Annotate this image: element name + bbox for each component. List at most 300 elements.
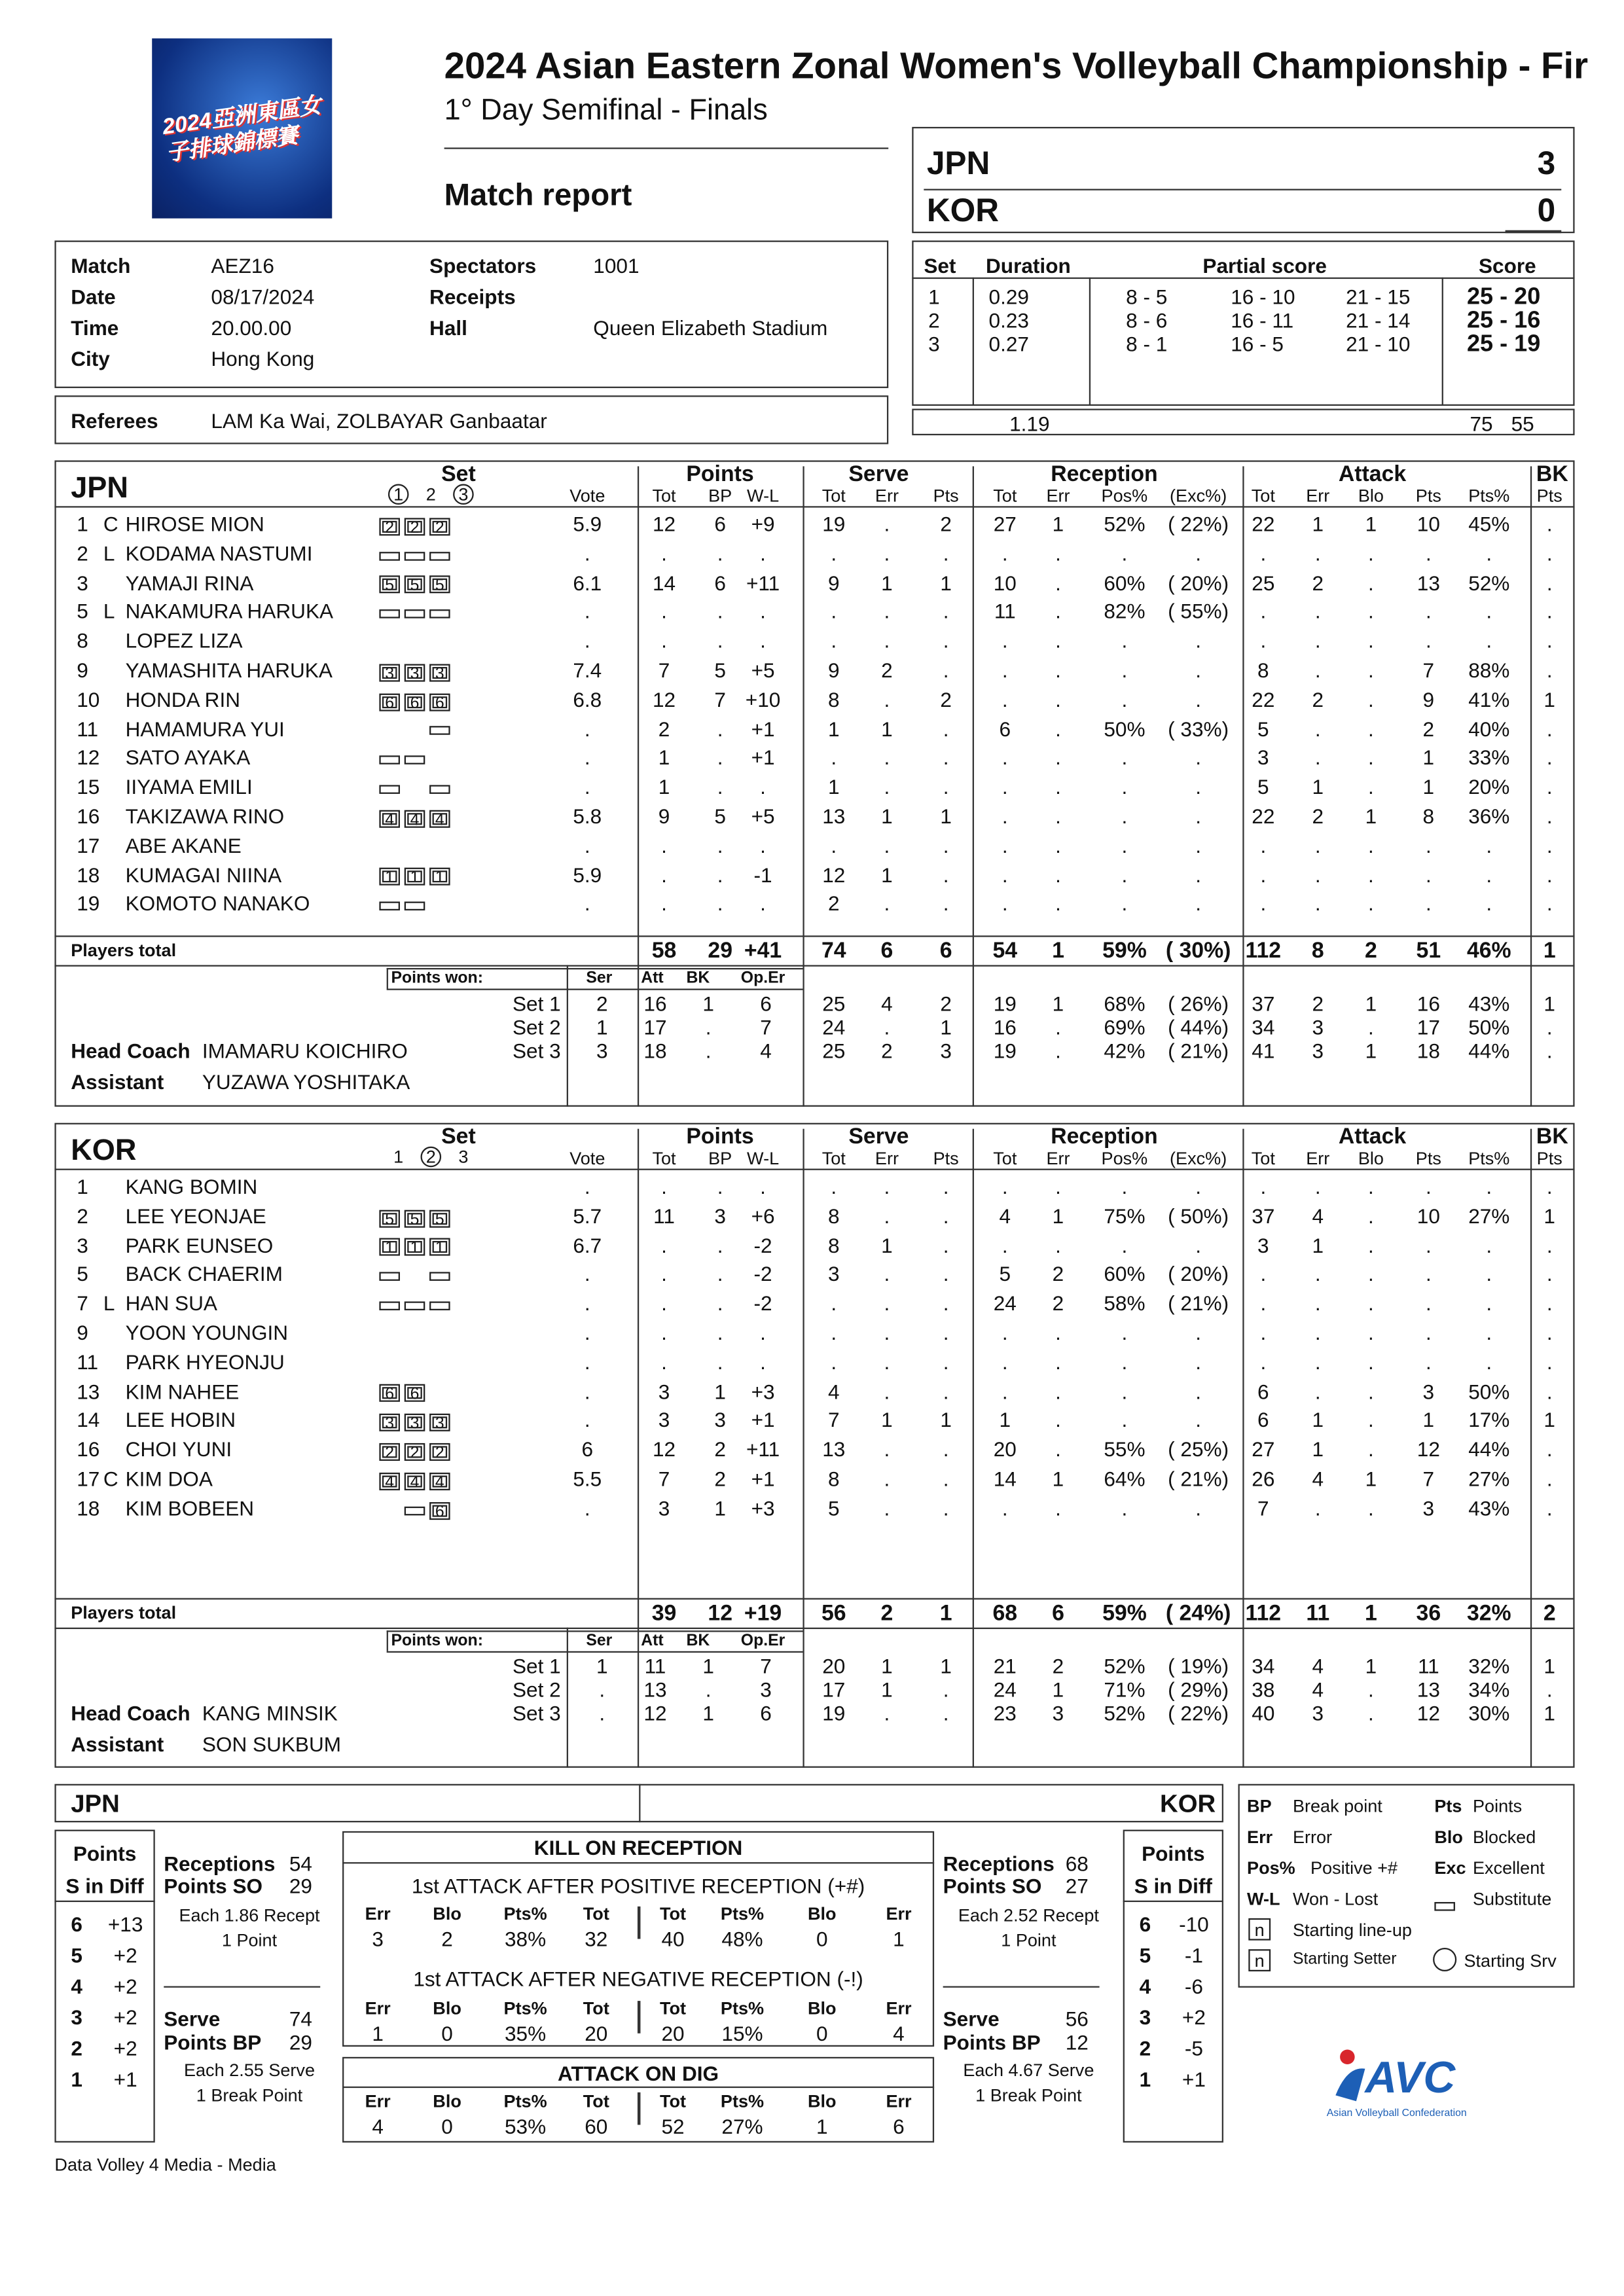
jpn-player-10-stat-13: 1 [1365, 804, 1377, 828]
legend-sub-desc: Substitute [1472, 1888, 1552, 1910]
substitute-icon [1434, 1893, 1459, 1920]
kor-player-8-stat-0: . [584, 1408, 590, 1432]
jpn-subhead-9: Pos% [1101, 485, 1148, 507]
kor-player-8-stat-13: . [1368, 1408, 1374, 1432]
kor-player-4-stat-11: . [1260, 1291, 1267, 1316]
substitute-icon [379, 756, 400, 765]
kor-total-5: 1 [939, 1601, 952, 1626]
kor-subhead-12: Err [1306, 1148, 1330, 1169]
kor-player-4-stat-13: . [1368, 1291, 1374, 1316]
kor-setrow-2-stat-6: ( 22%) [1168, 1701, 1229, 1725]
kill-dig_vals-2: 53% [505, 2114, 547, 2138]
kor-subhead-4: Tot [821, 1148, 846, 1169]
kill-pos_vals-1: 2 [441, 1927, 453, 1951]
jpn-player-4-no: 8 [77, 628, 88, 653]
kor-player-5-stat-2: . [717, 1320, 723, 1344]
starting-position: 3 [405, 1414, 425, 1431]
jpn-player-9-name: IIYAMA EMILI [125, 775, 253, 799]
jpn-subhead-3: W-L [747, 485, 780, 507]
jpn-player-13-stat-16: . [1546, 891, 1553, 916]
jpn-player-1-stat-14: . [1425, 541, 1432, 565]
jpn-player-3-stat-8: . [1055, 600, 1061, 624]
kor-header-rule [54, 1169, 1574, 1170]
jpn-player-7-stat-7: 6 [999, 716, 1011, 740]
jpn-player-9-stat-5: . [884, 775, 890, 799]
jpn-player-7-stat-8: . [1055, 716, 1061, 740]
jpn-player-11-stat-15: . [1486, 833, 1492, 857]
kor-points-bp-value: 12 [1065, 2030, 1089, 2054]
jpn-player-7-stat-10: ( 33%) [1168, 716, 1229, 740]
jpn-one-point: 1 Point [221, 1929, 278, 1951]
kor-player-7-stat-11: 6 [1257, 1379, 1269, 1403]
jpn-player-13-stat-5: . [884, 891, 890, 916]
kor-player-0-stat-6: . [943, 1174, 949, 1198]
jpn-player-5-stat-16: . [1546, 658, 1553, 682]
kor-player-8-stat-9: . [1121, 1408, 1128, 1432]
jpn-player-8-stat-6: . [943, 745, 949, 770]
jpn-player-10-stat-3: +5 [751, 804, 775, 828]
kor-player-8-stat-8: . [1055, 1408, 1061, 1432]
kor-player-5-stat-12: . [1314, 1320, 1321, 1344]
jpn-player-10-stat-11: 22 [1252, 804, 1275, 828]
jpn-each-serve: Each 2.55 Serve [183, 2060, 316, 2081]
jpn-player-7-stat-16: . [1546, 716, 1553, 740]
kor-player-7-stat-10: . [1195, 1379, 1202, 1403]
kor-subhead-11: Tot [1251, 1148, 1275, 1169]
kor-setrow-2-stat-8: 3 [1312, 1701, 1324, 1725]
kor-player-7-stat-1: 3 [658, 1379, 670, 1403]
kor-player-2-stat-7: . [1001, 1232, 1008, 1257]
jpn-player-1-name: KODAMA NASTUMI [125, 541, 313, 565]
kor-diff-set-5: 1 [1139, 2067, 1151, 2091]
kor-group-head-3: Reception [1051, 1124, 1158, 1150]
kor-pw-head-3: Op.Er [740, 1632, 785, 1650]
substitute-icon [405, 1506, 425, 1515]
sets-head-duration: Duration [986, 253, 1071, 278]
jpn-player-1-stat-12: . [1314, 541, 1321, 565]
kill-dig_vals-3: 60 [585, 2114, 608, 2138]
kor-player-6-stat-0: . [584, 1350, 590, 1374]
kill-pos_vals-4: 40 [661, 1927, 685, 1951]
kill-dig_vals-head-1: Blo [433, 2090, 461, 2112]
kor-setrow-0-pw-1: 11 [644, 1654, 666, 1678]
jpn-player-10-stat-9: . [1121, 804, 1128, 828]
kill-neg_vals-head-0: Err [365, 1998, 391, 2019]
kor-setrow-2-stat-10: 12 [1416, 1701, 1440, 1725]
jpn-points-bp-label: Points BP [164, 2030, 262, 2054]
kor-group-head-5: BK [1536, 1124, 1568, 1150]
match-code: AEZ16 [211, 253, 274, 278]
jpn-subhead-10: (Exc%) [1170, 485, 1227, 507]
jpn-player-3-stat-12: . [1314, 600, 1321, 624]
jpn-player-10-stat-4: 13 [822, 804, 846, 828]
kor-player-8-stat-15: 17% [1468, 1408, 1510, 1432]
jpn-pw-rule [387, 989, 803, 990]
kill-pos_vals-7: 1 [893, 1927, 905, 1951]
jpn-setrow-2-stat-6: ( 21%) [1168, 1039, 1229, 1063]
kor-diff-set-0: 6 [1139, 1912, 1151, 1936]
kor-player-8-stat-7: 1 [999, 1408, 1011, 1432]
starting-position: 1 [429, 868, 450, 886]
jpn-setrow-0-pw-3: 6 [760, 992, 772, 1016]
set1-col2: 8 - 5 [1126, 285, 1168, 309]
kor-player-10-stat-15: 27% [1468, 1466, 1510, 1491]
kor-player-1-stat-14: 10 [1416, 1204, 1440, 1228]
jpn-player-0-no: 1 [77, 512, 88, 536]
kor-pw-rule [387, 1651, 803, 1653]
jpn-player-3-stat-0: . [584, 600, 590, 624]
jpn-player-4-stat-7: . [1001, 628, 1008, 653]
jpn-player-7-stat-5: 1 [881, 716, 893, 740]
jpn-player-3-stat-10: ( 55%) [1168, 600, 1229, 624]
kill-neg_vals-7: 4 [893, 2021, 905, 2045]
jpn-player-8-no: 12 [77, 745, 100, 770]
starting-position: 6 [429, 693, 450, 711]
kor-player-8-stat-4: 7 [827, 1408, 840, 1432]
substitute-icon [429, 785, 450, 794]
jpn-diff-val-0: +13 [107, 1912, 143, 1936]
jpn-player-3-stat-15: . [1486, 600, 1492, 624]
kor-player-6-stat-13: . [1368, 1350, 1374, 1374]
team2-sets: 0 [1537, 192, 1556, 229]
substitute-icon [405, 609, 425, 619]
jpn-player-13-stat-8: . [1055, 891, 1061, 916]
starting-position: 1 [379, 1238, 400, 1256]
kill-pos_vals-2: 38% [505, 1927, 547, 1951]
set1-col1: 0.29 [988, 285, 1029, 309]
kor-player-11-stat-12: . [1314, 1496, 1321, 1520]
kor-player-1-stat-9: 75% [1104, 1204, 1146, 1228]
report-title: 2024 Asian Eastern Zonal Women's Volleyball Championship - Fir [444, 45, 1589, 88]
kor-player-7-stat-7: . [1001, 1379, 1008, 1403]
jpn-player-12-stat-7: . [1001, 862, 1008, 887]
jpn-player-5-stat-4: 9 [827, 658, 840, 682]
kor-player-5-stat-10: . [1195, 1320, 1202, 1344]
jpn-player-6-stat-14: 9 [1422, 687, 1435, 711]
kor-player-5-stat-4: . [831, 1320, 837, 1344]
jpn-player-9-stat-8: . [1055, 775, 1061, 799]
jpn-setrow-1-stat-10: 17 [1416, 1015, 1440, 1039]
set2-col2: 8 - 6 [1126, 308, 1168, 332]
jpn-player-5-stat-1: 7 [658, 658, 670, 682]
jpn-player-12-stat-0: 5.9 [573, 862, 602, 887]
kor-player-4-stat-0: . [584, 1291, 590, 1316]
jpn-player-5-stat-8: . [1055, 658, 1061, 682]
kor-group-head-1: Points [686, 1124, 754, 1150]
substitute-icon [405, 1301, 425, 1310]
jpn-player-9-stat-1: 1 [658, 775, 670, 799]
jpn-player-3-stat-11: . [1260, 600, 1267, 624]
kor-player-9-stat-0: 6 [581, 1437, 594, 1462]
jpn-setrow-0-stat-3: 19 [993, 992, 1017, 1016]
jpn-player-4-stat-3: . [760, 628, 766, 653]
kor-player-2-stat-12: 1 [1312, 1232, 1324, 1257]
kill-neg_vals-3: 20 [585, 2021, 608, 2045]
jpn-player-4-stat-12: . [1314, 628, 1321, 653]
jpn-player-6-no: 10 [77, 687, 100, 711]
jpn-diff-set-3: 3 [71, 2005, 83, 2029]
jpn-player-3-name: NAKAMURA HARUKA [125, 600, 334, 624]
jpn-player-13-stat-2: . [717, 891, 723, 916]
jpn-player-9-sets [379, 776, 454, 803]
kor-player-3-stat-3: -2 [753, 1262, 772, 1286]
kor-player-1-stat-10: ( 50%) [1168, 1204, 1229, 1228]
kor-player-11-stat-16: . [1546, 1496, 1553, 1520]
jpn-player-13-stat-6: . [943, 891, 949, 916]
jpn-pw-head-0: Ser [586, 969, 613, 988]
kor-player-9-stat-10: ( 25%) [1168, 1437, 1229, 1462]
kill-dig_vals-head-2: Pts% [503, 2090, 547, 2112]
kor-player-2-stat-8: . [1055, 1232, 1061, 1257]
jpn-points-so-label: Points SO [164, 1874, 263, 1898]
kor-player-9-stat-1: 12 [652, 1437, 676, 1462]
starting-position: 4 [405, 1472, 425, 1490]
jpn-player-12-stat-15: . [1486, 862, 1492, 887]
jpn-player-12-stat-14: . [1425, 862, 1432, 887]
jpn-diff-set-2: 4 [71, 1974, 83, 1998]
legend-exc: Exc [1434, 1857, 1466, 1878]
jpn-player-12-stat-5: 1 [881, 862, 893, 887]
starting-position: 5 [379, 576, 400, 594]
jpn-set-num-1: 1 [388, 484, 409, 505]
jpn-player-2-stat-8: . [1055, 570, 1061, 594]
jpn-player-8-stat-1: 1 [658, 745, 670, 770]
legend-bp: BP [1247, 1795, 1272, 1817]
kor-player-2-stat-0: 6.7 [573, 1232, 602, 1257]
jpn-player-0-sets [379, 514, 454, 541]
jpn-group-head-1: Points [686, 461, 754, 487]
kor-player-4-stat-14: . [1425, 1291, 1432, 1316]
kor-player-7-name: KIM NAHEE [125, 1379, 240, 1403]
kor-player-3-no: 5 [77, 1262, 88, 1286]
kill-pos_vals-3: 32 [585, 1927, 608, 1951]
kor-set-num-1: 1 [393, 1146, 404, 1168]
kill-neg_vals-head-1: Blo [433, 1998, 461, 2019]
jpn-player-2-stat-12: 2 [1312, 570, 1324, 594]
kor-player-1-stat-13: . [1368, 1204, 1374, 1228]
jpn-setrow-0-stat-11: 43% [1468, 992, 1510, 1016]
jpn-player-9-stat-11: 5 [1257, 775, 1269, 799]
kor-setrow-1-stat-6: ( 29%) [1168, 1677, 1229, 1702]
kor-player-2-stat-4: 8 [827, 1232, 840, 1257]
starting-position: 4 [429, 1472, 450, 1490]
kor-player-0-stat-0: . [584, 1174, 590, 1198]
jpn-setrow-0-stat-5: 68% [1104, 992, 1146, 1016]
jpn-setrow-2-label: Set 3 [512, 1039, 561, 1063]
kor-player-6-sets [379, 1352, 454, 1378]
jpn-subhead-16: Pts [1536, 485, 1562, 507]
jpn-player-2-stat-5: 1 [881, 570, 893, 594]
kor-player-5-stat-6: . [943, 1320, 949, 1344]
jpn-player-13-stat-10: . [1195, 891, 1202, 916]
kor-player-4-stat-6: . [943, 1291, 949, 1316]
kor-player-7-stat-12: . [1314, 1379, 1321, 1403]
jpn-subhead-15: Pts% [1468, 485, 1510, 507]
kill-neg_vals-head-3: Tot [583, 1998, 609, 2019]
jpn-player-0-stat-13: 1 [1365, 512, 1377, 536]
kor-setrow-2-stat-3: 23 [993, 1701, 1017, 1725]
kor-setrow-1-stat-4: 1 [1052, 1677, 1064, 1702]
kor-setrow-1-stat-11: 34% [1468, 1677, 1510, 1702]
jpn-player-5-stat-15: 88% [1468, 658, 1510, 682]
kor-player-11-stat-11: 7 [1257, 1496, 1269, 1520]
jpn-player-8-sets [379, 747, 454, 774]
kor-player-9-stat-15: 44% [1468, 1437, 1510, 1462]
jpn-player-1-stat-7: . [1001, 541, 1008, 565]
jpn-setrow-2-stat-4: . [1055, 1039, 1061, 1063]
kor-player-3-stat-15: . [1486, 1262, 1492, 1286]
kor-subhead-5: Err [875, 1148, 899, 1169]
kor-player-10-stat-16: . [1546, 1466, 1553, 1491]
jpn-player-4-stat-11: . [1260, 628, 1267, 653]
hall-value: Queen Elizabeth Stadium [593, 315, 828, 340]
kor-player-11-sets [379, 1498, 454, 1524]
kor-setrow-2-stat-12: 1 [1543, 1701, 1555, 1725]
kor-player-3-stat-12: . [1314, 1262, 1321, 1286]
kor-player-8-stat-3: +1 [751, 1408, 775, 1432]
kor-player-0-stat-8: . [1055, 1174, 1061, 1198]
kor-player-1-stat-2: 3 [714, 1204, 726, 1228]
jpn-player-10-stat-5: 1 [881, 804, 893, 828]
kor-player-0-stat-2: . [717, 1174, 723, 1198]
jpn-player-9-stat-15: 20% [1468, 775, 1510, 799]
kor-setrow-1-pw-2: . [705, 1677, 712, 1702]
jpn-player-8-stat-15: 33% [1468, 745, 1510, 770]
kor-player-10-stat-11: 26 [1252, 1466, 1275, 1491]
kor-player-11-stat-2: 1 [714, 1496, 726, 1520]
jpn-setrow-2-stat-2: 3 [940, 1039, 952, 1063]
kor-player-6-stat-5: . [884, 1350, 890, 1374]
jpn-setrow-1-stat-2: 1 [940, 1015, 952, 1039]
jpn-player-8-stat-12: . [1314, 745, 1321, 770]
referees-value: LAM Ka Wai, ZOLBAYAR Ganbaatar [211, 408, 547, 433]
jpn-total-8: 59% [1102, 938, 1147, 964]
jpn-player-1-stat-11: . [1260, 541, 1267, 565]
kor-setrow-0-stat-11: 32% [1468, 1654, 1510, 1678]
set2-col3: 16 - 11 [1231, 308, 1294, 332]
kor-player-4-stat-8: 2 [1052, 1291, 1064, 1316]
kor-total-6: 68 [992, 1601, 1018, 1626]
kor-diff-val-2: -6 [1184, 1974, 1203, 1998]
kor-total-4: 2 [880, 1601, 893, 1626]
kor-setrow-1-stat-0: 17 [822, 1677, 846, 1702]
jpn-player-2-stat-10: ( 20%) [1168, 570, 1229, 594]
jpn-player-13-stat-0: . [584, 891, 590, 916]
kor-setrow-0-stat-0: 20 [822, 1654, 846, 1678]
jpn-diff-val-2: +2 [113, 1974, 137, 1998]
jpn-player-0-stat-7: 27 [993, 512, 1017, 536]
kor-head-coach-name: KANG MINSIK [202, 1701, 338, 1725]
kor-player-10-stat-2: 2 [714, 1466, 726, 1491]
referees-label: Referees [71, 408, 158, 433]
kor-player-2-sets [379, 1234, 454, 1261]
kor-player-1-sets [379, 1205, 454, 1232]
jpn-total-rule-bottom [54, 965, 1574, 966]
kor-player-4-stat-2: . [717, 1291, 723, 1316]
jpn-player-8-stat-10: . [1195, 745, 1202, 770]
jpn-diff-val-5: +1 [113, 2067, 137, 2091]
set2-col5: 25 - 16 [1466, 308, 1541, 334]
kor-player-4-stat-10: ( 21%) [1168, 1291, 1229, 1316]
kor-player-4-stat-4: . [831, 1291, 837, 1316]
kill-neg_vals-head-7: Err [886, 1998, 912, 2019]
kor-player-8-stat-16: 1 [1543, 1408, 1555, 1432]
jpn-player-0-stat-2: 6 [714, 512, 726, 536]
starting-position: 6 [379, 693, 400, 711]
kor-serve-label: Serve [943, 2007, 1000, 2031]
substitute-icon [429, 1272, 450, 1282]
kor-player-11-stat-8: . [1055, 1496, 1061, 1520]
jpn-player-13-stat-13: . [1368, 891, 1374, 916]
spectators-value: 1001 [593, 253, 640, 278]
kor-player-3-stat-4: 3 [827, 1262, 840, 1286]
kor-player-1-stat-6: . [943, 1204, 949, 1228]
jpn-player-6-stat-4: 8 [827, 687, 840, 711]
jpn-setrow-2-stat-9: 1 [1365, 1039, 1377, 1063]
kor-player-7-stat-5: . [884, 1379, 890, 1403]
kor-diff-val-4: -5 [1184, 2036, 1203, 2060]
kill-neg_vals-head-2: Pts% [503, 1998, 547, 2019]
jpn-player-8-stat-3: +1 [751, 745, 775, 770]
total-points-kor: 55 [1511, 412, 1534, 436]
kor-setrow-0-stat-4: 2 [1052, 1654, 1064, 1678]
set3-col0: 3 [928, 332, 940, 356]
jpn-player-11-stat-11: . [1260, 833, 1267, 857]
jpn-player-11-stat-13: . [1368, 833, 1374, 857]
city-label: City [71, 346, 110, 370]
kor-points-label: Points [1142, 1841, 1205, 1865]
kor-player-10-name: KIM DOA [125, 1466, 213, 1491]
kor-player-2-stat-10: . [1195, 1232, 1202, 1257]
jpn-player-9-stat-0: . [584, 775, 590, 799]
jpn-total-10: 112 [1245, 938, 1282, 964]
jpn-player-9-stat-14: 1 [1422, 775, 1435, 799]
jpn-s-in-diff: S in Diff [65, 1874, 144, 1898]
kill-neg_vals-head-6: Blo [807, 1998, 837, 2019]
jpn-head-coach-label: Head Coach [71, 1039, 190, 1063]
kor-player-8-stat-1: 3 [658, 1408, 670, 1432]
kor-player-1-stat-0: 5.7 [573, 1204, 602, 1228]
jpn-player-8-stat-11: 3 [1257, 745, 1269, 770]
jpn-player-3-role: L [103, 600, 115, 624]
kor-player-10-role: C [103, 1466, 118, 1491]
kor-player-5-stat-5: . [884, 1320, 890, 1344]
kor-subhead-7: Tot [993, 1148, 1017, 1169]
kill-neg_vals-6: 0 [816, 2021, 828, 2045]
jpn-diff-val-1: +2 [113, 1943, 137, 1967]
jpn-setrow-1-label: Set 2 [512, 1015, 561, 1039]
jpn-player-11-stat-12: . [1314, 833, 1321, 857]
jpn-player-0-stat-12: 1 [1312, 512, 1324, 536]
jpn-player-5-stat-2: 5 [714, 658, 726, 682]
jpn-player-6-stat-13: . [1368, 687, 1374, 711]
jpn-player-9-stat-4: 1 [827, 775, 840, 799]
kor-total-13: 36 [1416, 1601, 1441, 1626]
kill-dig_vals-head-6: Blo [807, 2090, 837, 2112]
hall-label: Hall [429, 315, 467, 340]
jpn-player-1-stat-5: . [884, 541, 890, 565]
kor-player-11-stat-1: 3 [658, 1496, 670, 1520]
footer-source: Data Volley 4 Media - Media [54, 2154, 276, 2176]
kill-pos_vals-head-6: Blo [807, 1903, 837, 1924]
jpn-player-6-stat-0: 6.8 [573, 687, 602, 711]
kor-setrow-2-stat-7: 40 [1252, 1701, 1275, 1725]
kor-player-5-name: YOON YOUNGIN [125, 1320, 289, 1344]
jpn-player-5-name: YAMASHITA HARUKA [125, 658, 333, 682]
kill-pos_vals-head-1: Blo [433, 1903, 461, 1924]
starting-position: 6 [405, 693, 425, 711]
avc-name: Asian Volleyball Confederation [1326, 2107, 1467, 2119]
